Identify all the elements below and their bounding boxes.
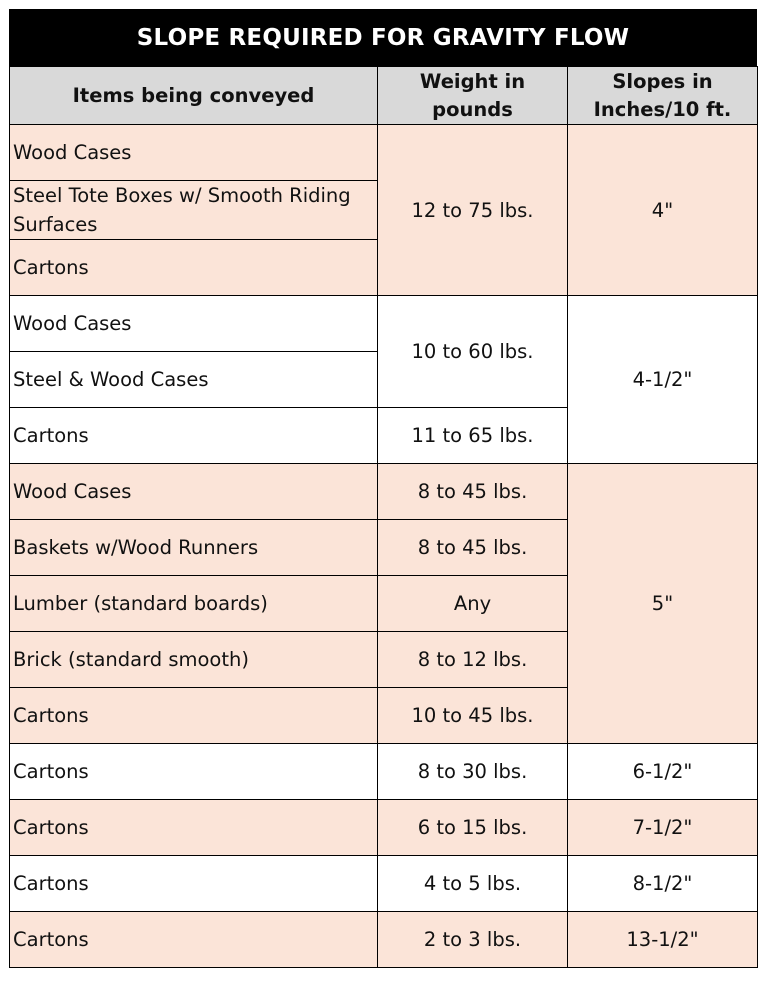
header-weight: Weight in pounds (378, 67, 568, 125)
slope-cell: 4-1/2" (568, 296, 758, 464)
weight-cell: 10 to 45 lbs. (378, 688, 568, 744)
item-cell: Lumber (standard boards) (10, 576, 378, 632)
table-row (10, 744, 758, 800)
slope-table-sheet (9, 9, 757, 981)
header-slope-line2: Inches/10 ft. (593, 97, 732, 121)
slope-cell: 7-1/2" (568, 800, 758, 856)
slope-cell: 6-1/2" (568, 744, 758, 800)
weight-cell: 8 to 12 lbs. (378, 632, 568, 688)
weight-cell: 8 to 30 lbs. (378, 744, 568, 800)
header-row (10, 67, 758, 125)
item-cell: Cartons (10, 912, 378, 968)
slope-cell: 5" (568, 464, 758, 744)
weight-cell: 2 to 3 lbs. (378, 912, 568, 968)
item-cell: Wood Cases (10, 464, 378, 520)
item-cell: Wood Cases (10, 296, 378, 352)
header-slope-line1: Slopes in (612, 69, 713, 93)
item-cell: Cartons (10, 408, 378, 464)
slope-cell: 4" (568, 125, 758, 296)
weight-cell: 10 to 60 lbs. (378, 296, 568, 408)
header-slope (568, 67, 758, 125)
weight-cell: 6 to 15 lbs. (378, 800, 568, 856)
weight-cell: 8 to 45 lbs. (378, 464, 568, 520)
item-cell: Cartons (10, 688, 378, 744)
weight-cell: 12 to 75 lbs. (378, 125, 568, 296)
weight-cell: 8 to 45 lbs. (378, 520, 568, 576)
item-cell: Cartons (10, 856, 378, 912)
weight-cell: 4 to 5 lbs. (378, 856, 568, 912)
item-cell: Cartons (10, 744, 378, 800)
slope-cell: 13-1/2" (568, 912, 758, 968)
item-cell: Cartons (10, 800, 378, 856)
table-title: SLOPE REQUIRED FOR GRAVITY FLOW (9, 9, 757, 66)
item-cell: Wood Cases (10, 125, 378, 181)
table-row (10, 125, 758, 181)
item-cell: Steel & Wood Cases (10, 352, 378, 408)
item-cell: Steel Tote Boxes w/ Smooth Riding Surfaces (10, 181, 378, 240)
table-row (10, 800, 758, 856)
item-cell: Brick (standard smooth) (10, 632, 378, 688)
item-cell: Baskets w/Wood Runners (10, 520, 378, 576)
header-items: Items being conveyed (10, 67, 378, 125)
table-row (10, 912, 758, 968)
item-cell: Cartons (10, 240, 378, 296)
weight-cell: 11 to 65 lbs. (378, 408, 568, 464)
table-row (10, 296, 758, 352)
slope-cell: 8-1/2" (568, 856, 758, 912)
weight-cell: Any (378, 576, 568, 632)
table-row (10, 856, 758, 912)
slope-table (9, 66, 758, 968)
table-row (10, 464, 758, 520)
